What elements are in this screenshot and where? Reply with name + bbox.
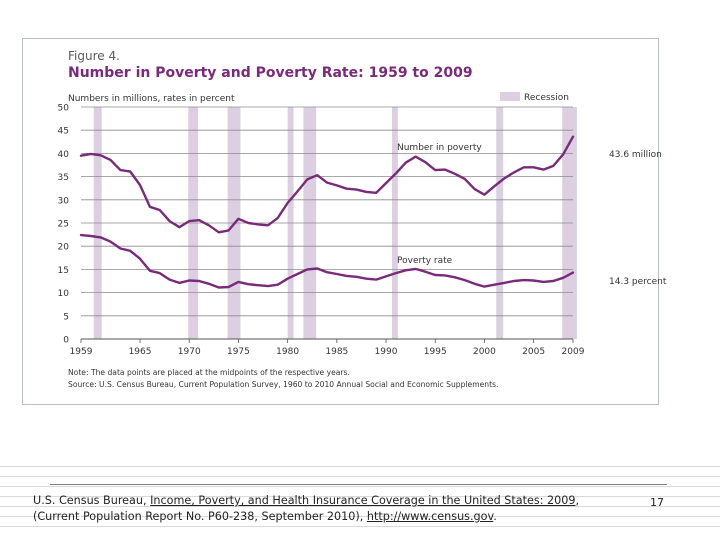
- x-tick-label: 1965: [128, 347, 152, 357]
- poverty-chart: [23, 39, 667, 404]
- y-tick-label: 5: [63, 312, 69, 323]
- x-tick-label: 1980: [276, 347, 300, 357]
- figure-label: Figure 4.: [68, 49, 120, 63]
- end-label-rate: 14.3 percent: [609, 277, 667, 287]
- citation-suffix: ,: [575, 494, 580, 507]
- series-label-rate: Poverty rate: [397, 256, 453, 266]
- slide-rule: [0, 476, 720, 477]
- y-tick-label: 45: [57, 126, 69, 137]
- series-label-number: Number in poverty: [397, 143, 482, 153]
- citation-line2: (Current Population Report No. P60-238, September 2010),: [33, 510, 367, 523]
- legend-recession-label: Recession: [524, 93, 569, 103]
- y-tick-label: 15: [57, 265, 69, 276]
- y-tick-label: 35: [57, 173, 69, 184]
- x-tick-label: 2005: [522, 347, 546, 357]
- citation-line2-end: .: [493, 510, 497, 523]
- x-tick-label: 1975: [226, 347, 250, 357]
- y-tick-label: 25: [57, 219, 69, 230]
- x-tick-label: 1970: [177, 347, 201, 357]
- y-tick-label: 10: [57, 289, 69, 300]
- slide-rule: [0, 486, 720, 487]
- end-label-number: 43.6 million: [609, 150, 662, 160]
- legend-recession-swatch: [500, 92, 520, 101]
- x-tick-label: 1995: [423, 347, 447, 357]
- y-tick-label: 0: [63, 335, 69, 346]
- citation: [33, 493, 643, 525]
- citation-prefix: U.S. Census Bureau,: [33, 494, 151, 507]
- slide-rule: [0, 466, 720, 467]
- y-tick-label: 30: [57, 196, 69, 207]
- page-number: 17: [650, 496, 664, 509]
- figure-frame: [22, 38, 667, 405]
- y-tick-label: 50: [57, 103, 69, 114]
- figure-note: Note: The data points are placed at the midpoints of the respective years.: [68, 368, 350, 377]
- census-link[interactable]: http://www.census.gov: [366, 510, 494, 523]
- citation-rule: [50, 484, 667, 485]
- figure-title: Number in Poverty and Poverty Rate: 1959 to 2009: [68, 65, 473, 81]
- x-tick-label: 2009: [561, 347, 585, 357]
- y-tick-label: 40: [57, 149, 69, 160]
- citation-report-title: Income, Poverty, and Health Insurance Coverage in the United States: 2009: [150, 494, 576, 507]
- x-tick-label: 2000: [472, 347, 496, 357]
- x-tick-label: 1985: [325, 347, 349, 357]
- slide-rule: [0, 526, 720, 527]
- y-axis-label: Numbers in millions, rates in percent: [68, 94, 235, 104]
- x-tick-label: 1990: [374, 347, 398, 357]
- figure-source: Source: U.S. Census Bureau, Current Population Survey, 1960 to 2010 Annual Social and Economic Supplements.: [68, 380, 499, 389]
- y-tick-label: 20: [57, 242, 69, 253]
- x-tick-label: 1959: [69, 347, 93, 357]
